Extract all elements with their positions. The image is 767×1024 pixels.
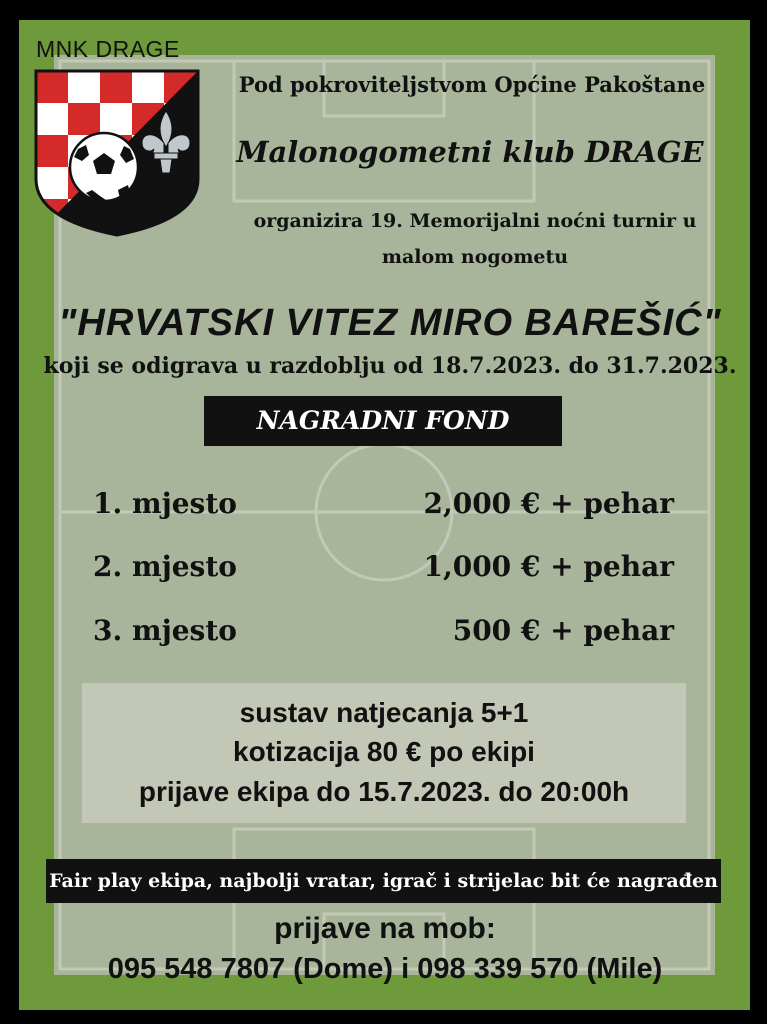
tournament-name: "HRVATSKI VITEZ MIRO BAREŠIĆ" xyxy=(58,302,722,344)
club-full-name: Malonogometni klub DRAGE xyxy=(236,135,704,169)
entry-fee: kotizacija 80 € po ekipi xyxy=(233,736,535,767)
prize-amount-3: 500 € + pehar xyxy=(452,614,674,647)
registration-deadline: prijave ekipa do 15.7.2023. do 20:00h xyxy=(138,776,630,807)
tournament-period: koji se odigrava u razdoblju od 18.7.2023. do 31.7.2023. xyxy=(43,353,737,379)
organizes-line-2: malom nogometu xyxy=(381,246,569,268)
competition-system: sustav natjecanja 5+1 xyxy=(239,697,529,728)
soccer-ball-icon xyxy=(70,133,138,201)
prize-place-2: 2. mjesto xyxy=(93,550,237,583)
prize-amount-2: 1,000 € + pehar xyxy=(423,550,674,583)
prize-fund-banner: NAGRADNI FOND xyxy=(204,396,562,446)
club-short-name: MNK DRAGE xyxy=(36,36,180,62)
contact-title: prijave na mob: xyxy=(274,912,496,945)
prize-place-3: 3. mjesto xyxy=(93,614,237,647)
awards-banner: Fair play ekipa, najbolji vratar, igrač i strijelac bit će nagrađen xyxy=(46,859,721,903)
organizes-line-1: organizira 19. Memorijalni noćni turnir u xyxy=(253,210,697,232)
patronage-text: Pod pokroviteljstvom Općine Pakoštane xyxy=(238,72,706,97)
checkered-crest-icon xyxy=(34,69,200,237)
contact-phones: 095 548 7807 (Dome) i 098 339 570 (Mile) xyxy=(107,953,663,985)
prize-amount-1: 2,000 € + pehar xyxy=(423,487,674,520)
prize-place-1: 1. mjesto xyxy=(93,487,237,520)
